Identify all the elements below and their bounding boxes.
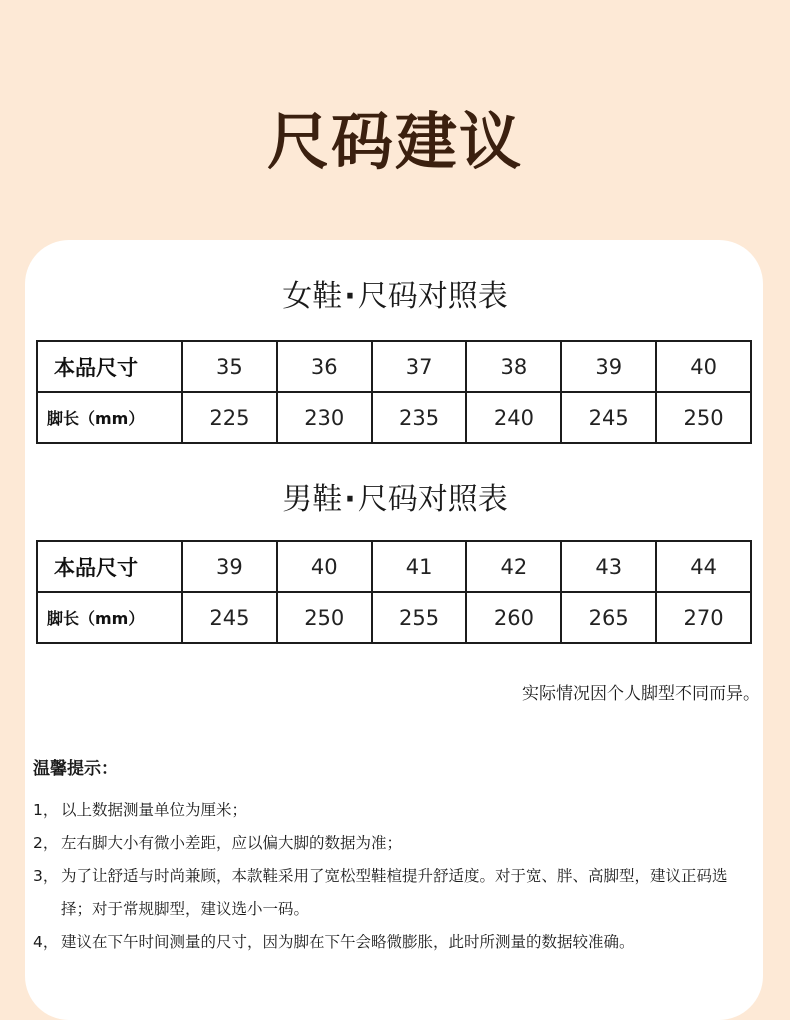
women-size-table xyxy=(36,340,752,444)
tips-title: 温馨提示： xyxy=(33,759,118,779)
tips-list xyxy=(33,794,753,959)
men-title-rest: 尺码对照表 xyxy=(357,482,508,517)
size-cell: 42 xyxy=(466,541,561,592)
table-row xyxy=(37,392,751,443)
size-cell: 40 xyxy=(656,341,751,392)
tip-text: 为了让舒适与时尚兼顾，本款鞋采用了宽松型鞋楦提升舒适度。对于宽、胖、高脚型，建议正码选择；对于常规脚型，建议选小一码。 xyxy=(61,867,728,918)
list-item xyxy=(33,860,753,926)
tip-text: 建议在下午时间测量的尺寸，因为脚在下午会略微膨胀，此时所测量的数据较准确。 xyxy=(61,933,635,951)
women-table-title xyxy=(0,277,790,317)
size-cell: 39 xyxy=(182,541,277,592)
length-cell: 250 xyxy=(277,592,372,643)
size-cell: 35 xyxy=(182,341,277,392)
length-cell: 245 xyxy=(561,392,656,443)
tip-number: 2， xyxy=(33,834,59,852)
list-item xyxy=(33,926,753,959)
length-cell: 255 xyxy=(372,592,467,643)
row-label-foot-length: 脚长（mm） xyxy=(37,392,182,443)
size-cell: 37 xyxy=(372,341,467,392)
tip-number: 4， xyxy=(33,933,59,951)
tip-text: 以上数据测量单位为厘米； xyxy=(61,801,248,819)
fit-note: 实际情况因个人脚型不同而异。 xyxy=(522,684,760,704)
length-cell: 230 xyxy=(277,392,372,443)
length-cell: 250 xyxy=(656,392,751,443)
tip-number: 1， xyxy=(33,801,59,819)
length-cell: 265 xyxy=(561,592,656,643)
men-table-title xyxy=(0,480,790,520)
row-label-size: 本品尺寸 xyxy=(37,541,182,592)
list-item xyxy=(33,794,753,827)
women-title-rest: 尺码对照表 xyxy=(357,279,508,314)
men-size-table xyxy=(36,540,752,644)
list-item xyxy=(33,827,753,860)
length-cell: 225 xyxy=(182,392,277,443)
size-cell: 43 xyxy=(561,541,656,592)
size-cell: 40 xyxy=(277,541,372,592)
table-row xyxy=(37,341,751,392)
size-cell: 41 xyxy=(372,541,467,592)
length-cell: 260 xyxy=(466,592,561,643)
men-title-main: 男鞋 xyxy=(282,482,343,517)
size-cell: 38 xyxy=(466,341,561,392)
women-title-dot: · xyxy=(344,279,356,314)
men-title-dot: · xyxy=(344,482,356,517)
size-cell: 36 xyxy=(277,341,372,392)
length-cell: 235 xyxy=(372,392,467,443)
women-title-main: 女鞋 xyxy=(282,279,343,314)
page-title: 尺码建议 xyxy=(266,105,523,178)
tip-number: 3， xyxy=(33,867,59,885)
size-cell: 44 xyxy=(656,541,751,592)
row-label-foot-length: 脚长（mm） xyxy=(37,592,182,643)
length-cell: 270 xyxy=(656,592,751,643)
size-cell: 39 xyxy=(561,341,656,392)
row-label-size: 本品尺寸 xyxy=(37,341,182,392)
length-cell: 245 xyxy=(182,592,277,643)
table-row xyxy=(37,541,751,592)
tip-text: 左右脚大小有微小差距，应以偏大脚的数据为准； xyxy=(61,834,403,852)
table-row xyxy=(37,592,751,643)
length-cell: 240 xyxy=(466,392,561,443)
